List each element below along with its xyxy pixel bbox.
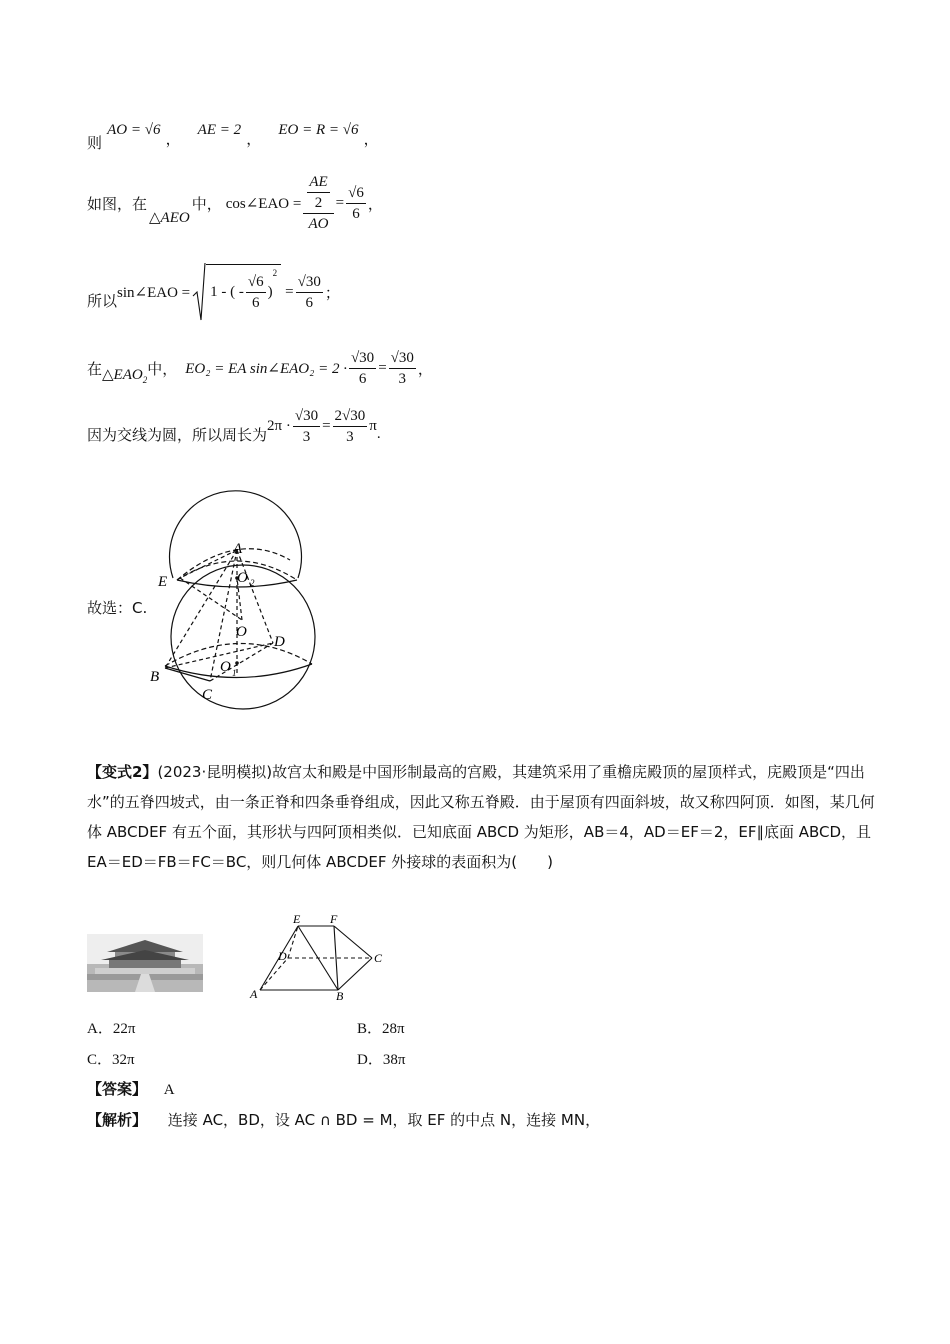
label-O2-sub: 2 [250,578,255,588]
label-B: B [150,669,160,685]
cos-result-fraction: $\frac{√6}{6}$ [348,184,364,222]
label-O1: O [220,659,231,675]
answer-tag: 【答案】 [87,1080,148,1098]
answer-value: A [163,1082,175,1098]
inner-fraction: $\frac{AE}{2}$ [309,174,328,211]
line4-triangle: $\triangle EAO_2$ [102,366,148,385]
solution-line-1 [87,118,379,152]
lower-ellipse-front [165,664,312,678]
line1-sep-2: ， [246,130,262,148]
label-E2: E [293,912,301,926]
problem-text: (2023·昆明模拟)故宫太和殿是中国形制最高的宫殿，其建筑采用了重檐庑殿顶的屋顶样式，庑殿顶是“四出水”的五脊四坡式，由一条正脊和四条垂脊组成，因此又称五脊殿．由于屋顶有四面斜坡，故又称四阿顶．如图，某几何体 ABCDEF 有五个面，其形状与四阿顶相类似．已知底面 ABCD 为矩形，AB＝4，AD＝EF＝2，EF∥底面 ABCD，且 EA＝ED＝FB＝FC＝BC，则几何体 ABCDEF 外接球的表面积为( ) [87,763,875,871]
problem-tag: 【变式2】 [87,763,158,781]
line5-tail: . [376,426,381,442]
label-O1-sub: 1 [232,668,237,678]
option-B[interactable]: B．28π [357,1021,405,1037]
label-D2: D [278,949,287,963]
line1-eq3: EO = R = √6 [278,122,359,138]
line5-fraction-2: $\frac{2√30}{3}$ [334,408,366,445]
solution-line-3: 所以 sin∠EAO = 1 - ( - $\frac{√6}{6}$ ) 2 = $\frac{√30}{6}$ ； [87,262,340,322]
line2-triangle: △AEO [149,209,190,226]
label-C2: C [374,951,383,965]
line1-sep-1: ， [165,130,181,148]
solution-line-2: 如图，在 △AEO 中， cos∠EAO = $\frac{\frac{AE}{2}}{AO}$ = $\frac{√6}{6}$ ， [87,174,383,232]
line2-prefix: 如图，在 [87,194,148,213]
answer-choice-line: 故选：C. [87,599,148,617]
solution-line-4: 在 $\triangle EAO_2$ 中， EO₂ = EA sin∠EAO₂ = 2 · $\frac{√30}{6}$ = $\frac{√30}{3}$ ， [87,350,433,387]
label-A: A [233,541,243,557]
line1-sep-3: ， [363,130,379,148]
radical-inner-fraction: $\frac{√6}{6}$ [247,274,264,311]
option-C[interactable]: C．32π [87,1052,135,1068]
line4-mid: 中， [147,360,178,378]
line4-tail: ， [417,360,433,378]
line3-tail: ； [324,283,340,302]
palace-image [87,934,203,992]
line4-prefix: 在 [87,360,103,378]
analysis-text: 连接 AC，BD，设 AC ∩ BD = M，取 EF 的中点 N，连接 MN， [167,1111,601,1129]
line5-pi: π [369,418,377,434]
label-O: O [236,624,247,640]
label-C: C [202,687,213,703]
problem-paragraph [87,757,877,877]
line1-eq2: AE = 2 [197,122,242,138]
label-B2: B [336,989,344,1003]
line5-fraction-1: $\frac{√30}{3}$ [294,408,319,445]
analysis-line [87,1109,600,1130]
line3-lhs: sin∠EAO = [117,284,191,301]
sphere-figure [140,490,330,720]
option-D[interactable]: D．38π [357,1052,406,1068]
line2-mid: 中， [191,194,222,213]
line4-expr: EO₂ = EA sin∠EAO₂ = 2 · [185,361,347,377]
line5-prefix: 因为交线为圆，所以周长为 [87,426,268,444]
analysis-tag: 【解析】 [87,1111,148,1129]
label-F2: F [330,912,338,926]
cos-fraction: $\frac{\frac{AE}{2}}{AO}$ [303,172,333,234]
line2-lhs: cos∠EAO = [225,195,302,212]
line5-expr: 2π · [267,418,291,434]
radical-sign-icon [192,262,206,322]
line3-prefix: 所以 [87,291,118,310]
label-A2: A [250,987,258,1001]
palace-photo [87,934,203,992]
solution-line-5: 因为交线为圆，所以周长为 2π · $\frac{√30}{3}$ = $\frac{2√30}{3}$ π . [87,408,381,445]
answer-line [87,1078,175,1099]
radical: 1 - ( - $\frac{√6}{6}$ ) 2 [192,262,281,322]
line4-fraction-1: $\frac{√30}{6}$ [350,350,375,387]
line4-fraction-2: $\frac{√30}{3}$ [390,350,414,387]
sin-result-fraction: $\frac{√30}{6}$ [297,273,321,311]
label-E: E [158,574,168,590]
option-A[interactable]: A．22π [87,1021,136,1037]
line2-tail: ， [367,194,383,213]
label-D: D [274,634,285,650]
line1-eq1: AO = √6 [107,122,161,138]
label-O2: O [237,570,248,586]
line1-prefix: 则 [87,134,103,152]
polyhedron-figure [240,912,400,1004]
